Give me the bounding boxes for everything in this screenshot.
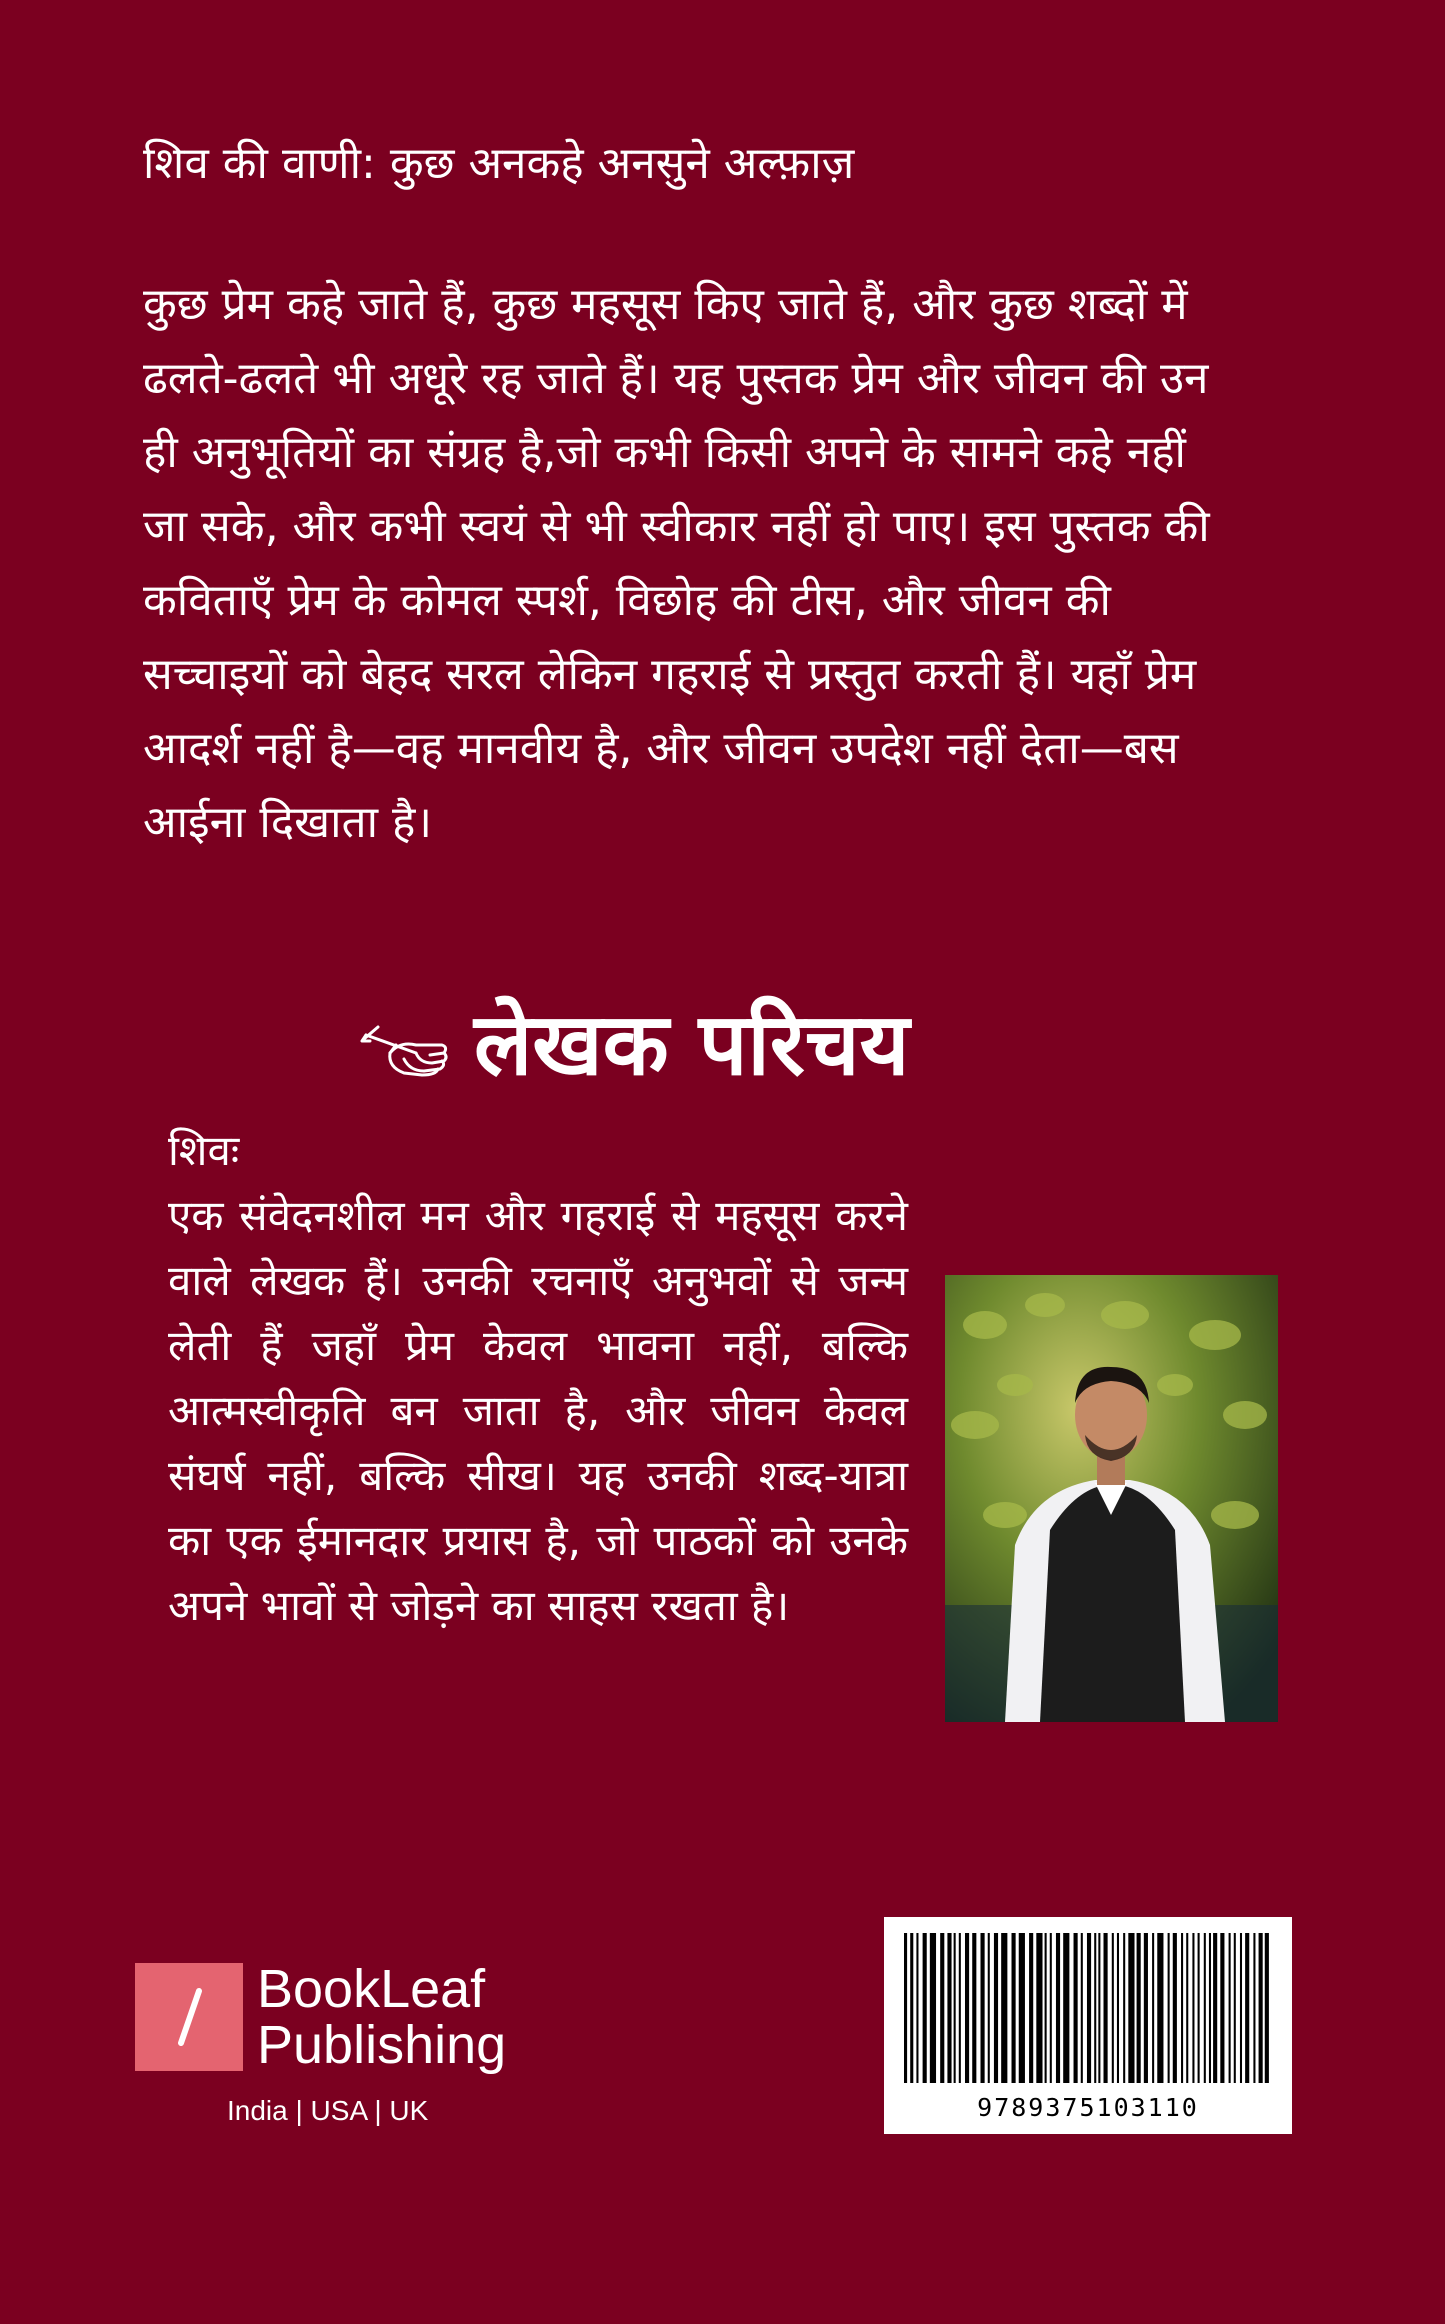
barcode-bar (923, 1933, 927, 2083)
author-bio-heading (360, 990, 1080, 1100)
publisher-logo (135, 1959, 595, 2143)
barcode-bar (1259, 1933, 1263, 2083)
barcode-bars (904, 1933, 1272, 2083)
isbn-number: 9789375103110 (977, 2093, 1199, 2122)
barcode-bar (1087, 1933, 1091, 2083)
barcode-bar (916, 1933, 918, 2083)
barcode-bar (1144, 1933, 1148, 2083)
book-blurb: कुछ प्रेम कहे जाते हैं, कुछ महसूस किए जाते हैं, और कुछ शब्दों में ढलते-ढलते भी अधूरे रह जाते हैं। यह पुस्तक प्रेम और जीवन की उन ही अनुभूतियों का संग्रह है,जो कभी किसी अपने के सामने कहे नहीं जा सके, और कभी स्वयं से भी स्वीकार नहीं हो पाए। इस पुस्तक की कविताएँ प्रेम के कोमल स्पर्श, विछोह की टीस, और जीवन की सच्चाइयों को बेहद सरल लेकिन गहराई से प्रस्तुत करती हैं। यहाँ प्रेम आदर्श नहीं है—वह मानवीय है, और जीवन उपदेश नहीं देता—बस आईना दिखाता है। (143, 279, 1210, 848)
barcode-bar (994, 1933, 998, 2083)
barcode-bar (1063, 1933, 1069, 2083)
barcode-bar (1050, 1933, 1052, 2083)
barcode-bar (1220, 1933, 1224, 2083)
writing-hand-icon (360, 1005, 452, 1085)
barcode-bar (1019, 1933, 1025, 2083)
barcode-bar (1181, 1933, 1183, 2083)
barcode-bar (1036, 1933, 1042, 2083)
barcode-bar (954, 1933, 956, 2083)
barcode-bar (1152, 1933, 1154, 2083)
publisher-logo-mark (135, 1963, 243, 2071)
barcode-bar (940, 1933, 944, 2083)
barcode-bar (1001, 1933, 1007, 2083)
barcode-bar (1213, 1933, 1217, 2083)
barcode-bar (1253, 1933, 1255, 2083)
author-bio-text: एक संवेदनशील मन और गहराई से महसूस करने वाले लेखक हैं। उनकी रचनाएँ अनुभवों से जन्म लेती हैं जहाँ प्रेम केवल भावना नहीं, बल्कि आत्मस्वीकृति बन जाता है, और जीवन केवल संघर्ष नहीं, बल्कि सीख। यह उनकी शब्द-यात्रा का एक ईमानदार प्रयास है, जो पाठकों को उनके अपने भावों से जोड़ने का साहस रखता है। (168, 1191, 908, 1630)
barcode-bar (959, 1933, 961, 2083)
barcode-bar (1192, 1933, 1194, 2083)
publisher-regions: India | USA | UK (227, 2095, 429, 2126)
barcode-bar (1074, 1933, 1078, 2083)
isbn-barcode (884, 1917, 1292, 2134)
barcode-bar (1098, 1933, 1100, 2083)
barcode-bar (972, 1933, 976, 2083)
author-bio (168, 1118, 908, 1638)
barcode-bar (1137, 1933, 1141, 2083)
barcode-bar (1157, 1933, 1163, 2083)
book-title: शिव की वाणी: कुछ अनकहे अनसुने अल्फ़ाज़ (143, 138, 855, 189)
barcode-bar (988, 1933, 990, 2083)
barcode-bar (1112, 1933, 1114, 2083)
barcode-bar (1186, 1933, 1188, 2083)
author-name: शिवः (168, 1126, 240, 1175)
barcode-bar (1081, 1933, 1083, 2083)
barcode-bar (965, 1933, 969, 2083)
barcode-bar (1209, 1933, 1211, 2083)
barcode-bar (1128, 1933, 1134, 2083)
barcode-bar (1056, 1933, 1060, 2083)
barcode-bar (1094, 1933, 1096, 2083)
barcode-bar (1204, 1933, 1206, 2083)
barcode-bar (1229, 1933, 1231, 2083)
barcode-bar (1123, 1933, 1125, 2083)
barcode-bar (904, 1933, 907, 2083)
barcode-bar (1240, 1933, 1242, 2083)
barcode-bar (1168, 1933, 1170, 2083)
barcode-bar (947, 1933, 951, 2083)
barcode-bar (1198, 1933, 1200, 2083)
barcode-bar (930, 1933, 936, 2083)
author-photo (945, 1275, 1278, 1722)
barcode-bar (980, 1933, 984, 2083)
barcode-bar (1104, 1933, 1108, 2083)
publisher-name-line2: Publishing (257, 2015, 507, 2075)
barcode-bar (1029, 1933, 1033, 2083)
barcode-bar (1012, 1933, 1016, 2083)
author-bio-heading-text: लेखक परिचय (474, 995, 910, 1095)
barcode-bar (910, 1933, 913, 2083)
publisher-name-line1: BookLeaf (257, 1959, 486, 2019)
barcode-bar (1117, 1933, 1119, 2083)
barcode-bar (1045, 1933, 1047, 2083)
barcode-bar (1234, 1933, 1236, 2083)
barcode-bar (1265, 1933, 1269, 2083)
barcode-bar (1245, 1933, 1249, 2083)
barcode-bar (1173, 1933, 1177, 2083)
